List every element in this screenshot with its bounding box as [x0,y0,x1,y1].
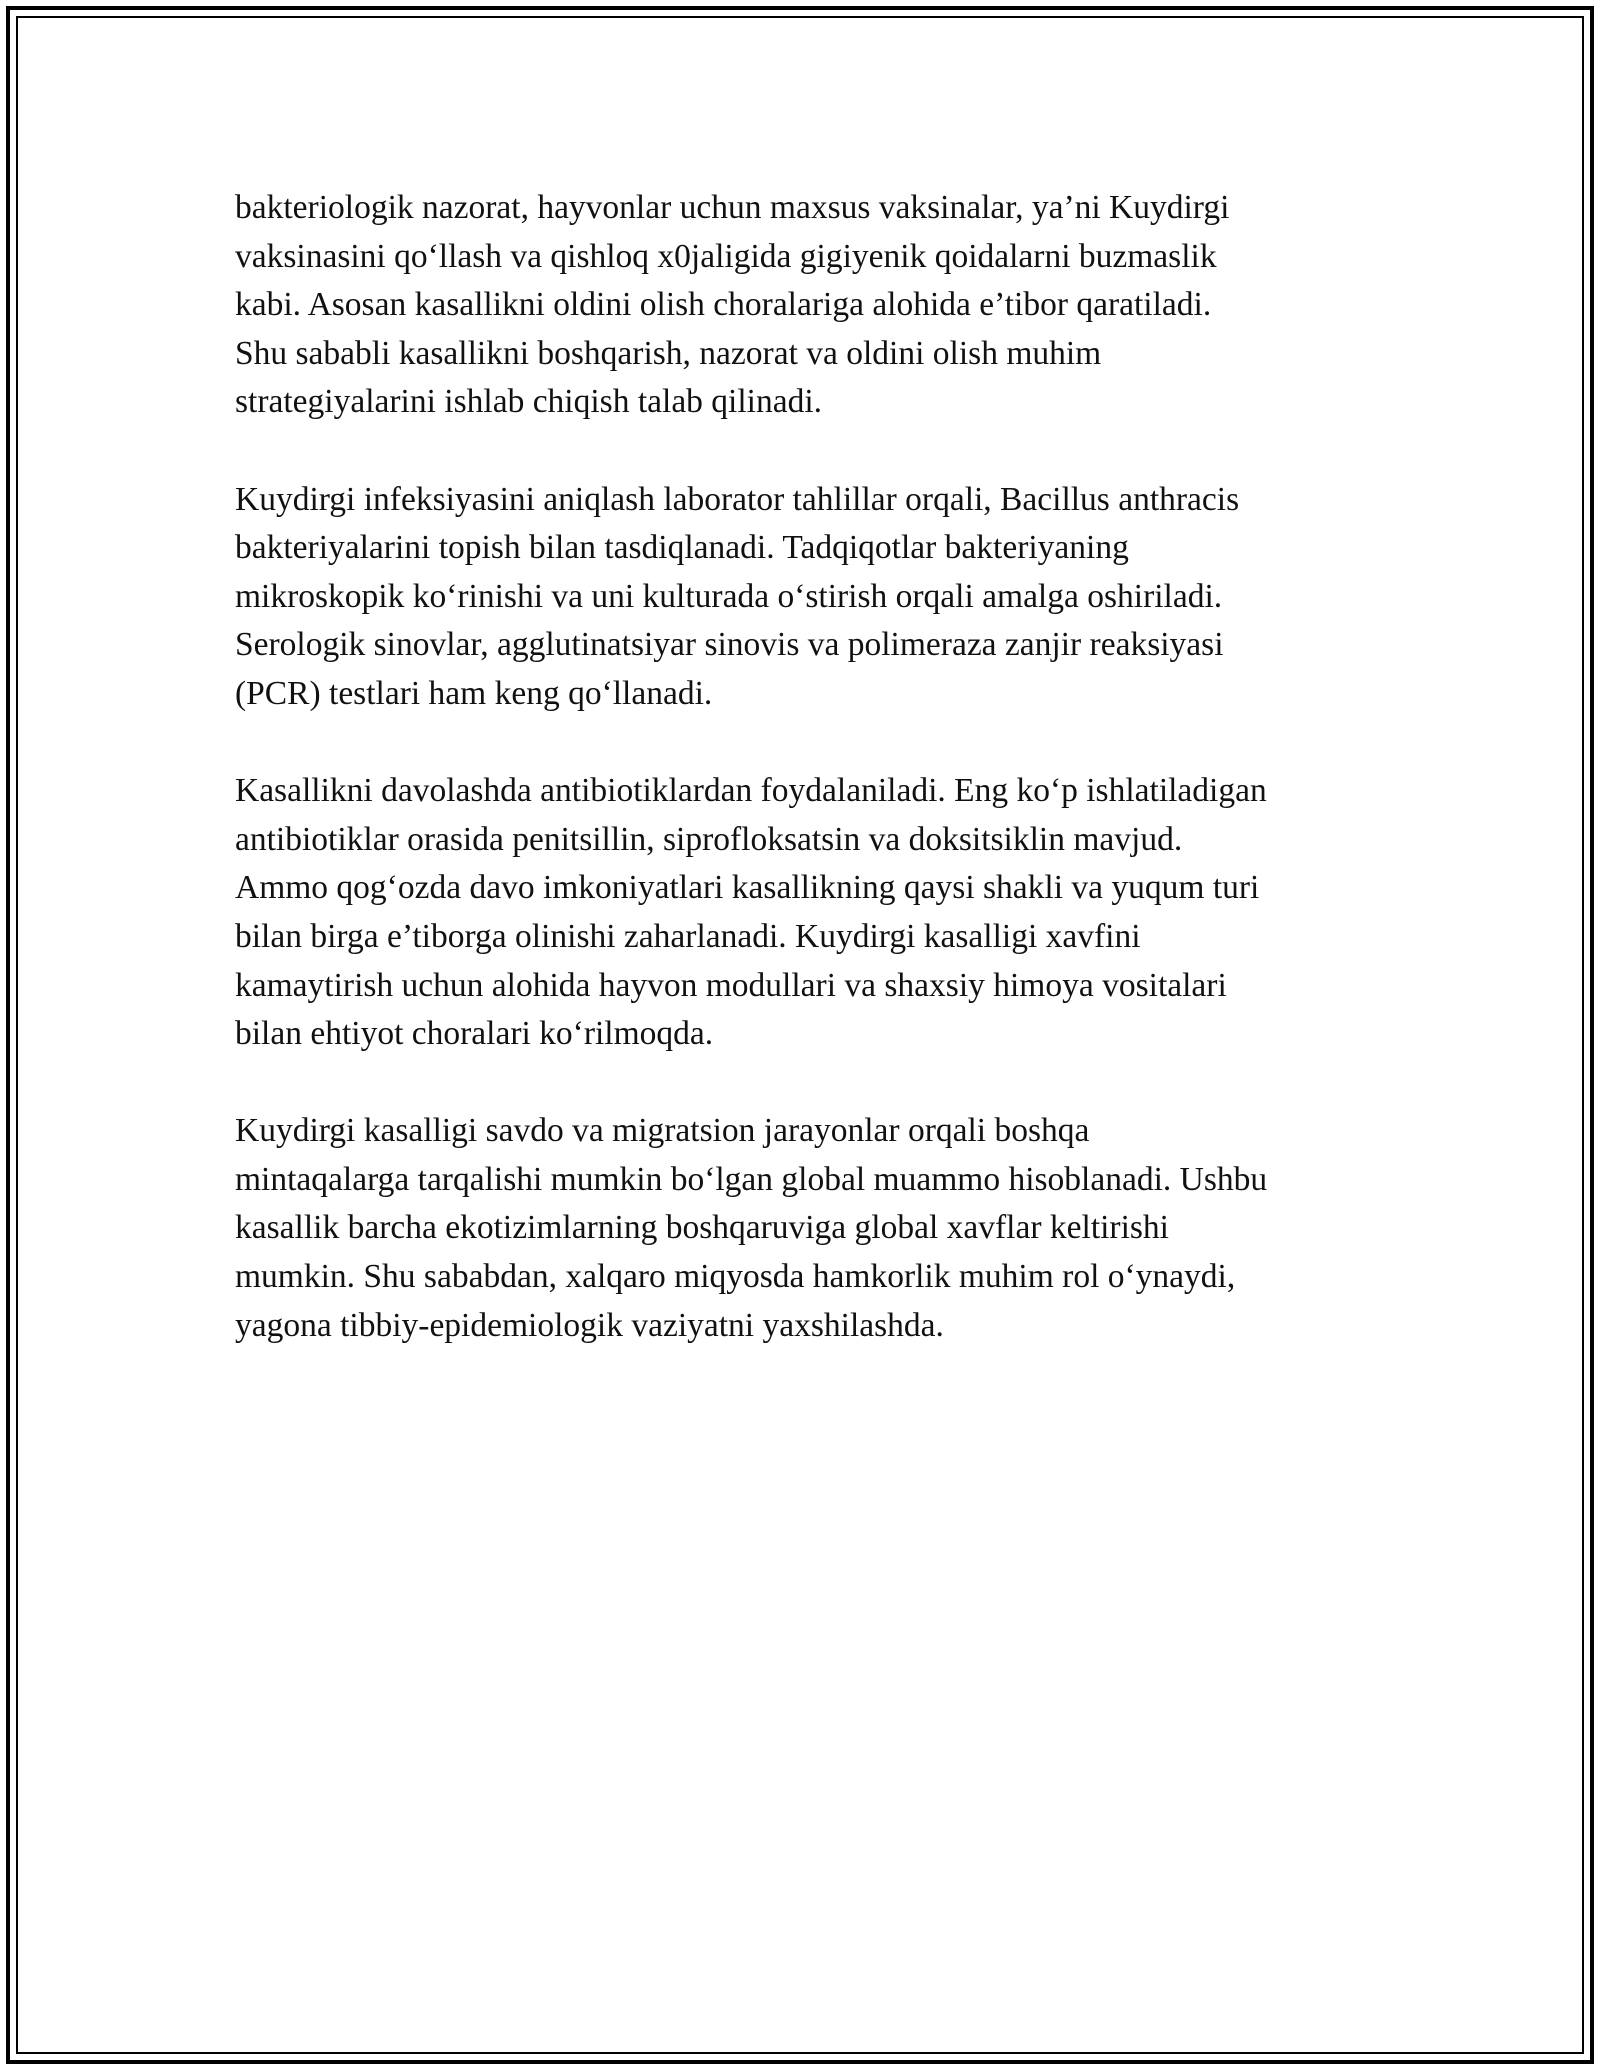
text-line: Ammo qog‘ozda davo imkoniyatlari kasallikning qaysi shakli va yuqum turi [235,869,1260,907]
text-line: (PCR) testlari ham keng qo‘llanadi. [235,674,713,712]
text-line: kamaytirish uchun alohida hayvon modullari va shaxsiy himoya vositalari [235,966,1227,1004]
text-line: mumkin. Shu sababdan, xalqaro miqyosda hamkorlik muhim rol o‘ynaydi, [235,1258,1236,1296]
paragraph-4 [235,1107,1385,1350]
paragraph-3 [235,767,1385,1059]
text-line: mintaqalarga tarqalishi mumkin bo‘lgan global muammo hisoblanadi. Ushbu [235,1160,1268,1198]
text-line: Kasallikni davolashda antibiotiklardan foydalaniladi. Eng ko‘p ishlatiladigan [235,772,1267,810]
text-line: Kuydirgi kasalligi savdo va migratsion jarayonlar orqali boshqa [235,1112,1090,1150]
paragraph-1 [235,184,1385,427]
text-line: yagona tibbiy-epidemiologik vaziyatni yaxshilashda. [235,1306,944,1344]
text-line: strategiyalarini ishlab chiqish talab qilinadi. [235,383,823,421]
text-line: Shu sababli kasallikni boshqarish, nazorat va oldini olish muhim [235,334,1102,372]
text-line: antibiotiklar orasida penitsillin, siprofloksatsin va doksitsiklin mavjud. [235,820,1183,858]
text-line: bakteriologik nazorat, hayvonlar uchun maxsus vaksinalar, ya’ni Kuydirgi [235,189,1230,226]
text-line: bilan birga e’tiborga olinishi zaharlanadi. Kuydirgi kasalligi xavfini [235,917,1141,955]
document-body [235,184,1385,1399]
paragraph-2 [235,476,1385,719]
text-line: vaksinasini qo‘llash va qishloq x0jaligida gigiyenik qoidalarni buzmaslik [235,237,1217,275]
text-line: Serologik sinovlar, agglutinatsiyar sinovis va polimeraza zanjir reaksiyasi [235,626,1224,664]
text-line: mikroskopik ko‘rinishi va uni kulturada o‘stirish orqali amalga oshiriladi. [235,577,1223,615]
text-line: kasallik barcha ekotizimlarning boshqaruviga global xavflar keltirishi [235,1209,1169,1247]
text-line: bakteriyalarini topish bilan tasdiqlanadi. Tadqiqotlar bakteriyaning [235,529,1129,567]
text-line: Kuydirgi infeksiyasini aniqlash laborator tahlillar orqali, Bacillus anthracis [235,480,1240,518]
text-line: bilan ehtiyot choralari ko‘rilmoqda. [235,1015,714,1053]
text-line: kabi. Asosan kasallikni oldini olish choralariga alohida e’tibor qaratiladi. [235,286,1212,324]
